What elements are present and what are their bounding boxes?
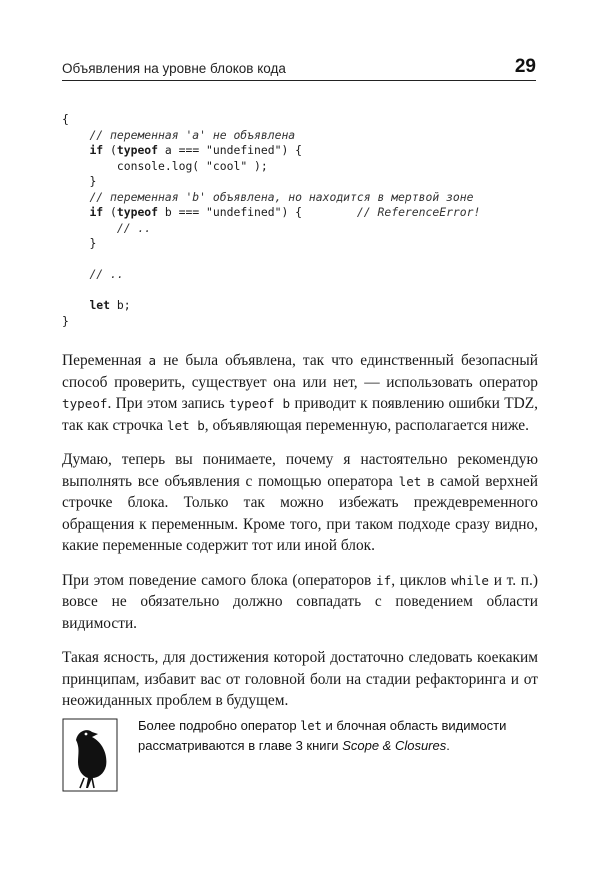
code-text: a === "undefined") { — [158, 143, 303, 157]
crow-icon — [62, 718, 118, 792]
inline-code: if — [376, 572, 392, 588]
text-run: в самой верхней строчке блока. Только так можно избежать преждевременного обращения к переменным. Кроме того, при таком подходе сразу видно, какие переменные содержит тот или иной блок. — [62, 472, 538, 554]
text-run: приводит к появлению ошибки TDZ, так как строчка — [62, 395, 538, 434]
code-text: ( — [103, 143, 117, 157]
code-keyword: typeof — [116, 205, 159, 219]
text-run: , циклов — [391, 571, 452, 589]
code-line-7 — [62, 205, 542, 221]
code-line-11 — [62, 298, 542, 314]
running-header — [62, 54, 536, 81]
code-keyword: let — [89, 298, 111, 312]
code-line-9 — [62, 236, 542, 252]
text-run: , объявляющая переменную, располагается ниже. — [204, 416, 529, 434]
text-run: Более подробно оператор — [138, 718, 301, 733]
code-listing — [62, 112, 542, 329]
code-keyword: if — [89, 205, 104, 219]
text-run: При этом поведение самого блока (операторов — [62, 571, 377, 589]
text-run: Переменная — [62, 352, 149, 369]
code-text: b; — [110, 298, 131, 312]
inline-code: a — [148, 353, 157, 368]
text-run: . При этом запись — [107, 395, 229, 412]
code-comment: // переменная 'a' не объявлена — [89, 127, 296, 142]
text-run: не была объявлена, так что единственный безопасный способ проверить, существует она или нет, — использовать оператор — [62, 352, 538, 391]
code-text: } — [89, 236, 97, 250]
paragraph-2 — [62, 449, 538, 557]
text-run: Думаю, теперь вы понимаете, почему я настоятельно рекомендую выполнять все объявления с помощью оператора — [62, 451, 538, 490]
code-comment: // ReferenceError! — [356, 205, 481, 219]
code-text: console.log( "cool" ); — [116, 158, 268, 173]
page-number: 29 — [514, 56, 536, 77]
code-line-10 — [62, 267, 542, 283]
code-line-4 — [62, 159, 542, 175]
code-keyword: if — [89, 143, 104, 157]
body-text — [62, 350, 538, 725]
paragraph-1 — [62, 350, 538, 436]
code-text: b === "undefined") { — [158, 205, 303, 219]
code-line-5 — [62, 174, 542, 190]
chapter-section-title: Объявления на уровне блоков кода — [62, 61, 286, 76]
code-line-8 — [62, 221, 542, 237]
paragraph-3 — [62, 570, 538, 635]
inline-code: let — [300, 719, 322, 733]
inline-code: while — [451, 572, 489, 588]
code-line-1: { — [62, 112, 69, 126]
inline-code: typeof b — [229, 396, 291, 411]
inline-code: let b — [166, 417, 205, 433]
inline-code: let — [398, 473, 422, 489]
code-comment: // переменная 'b' объявлена, но находится в мертвой зоне — [89, 189, 474, 204]
text-run: и блочная область видимости рассматриваются в главе 3 книги — [138, 718, 507, 753]
code-keyword: typeof — [116, 143, 159, 157]
text-run: . — [446, 738, 450, 753]
code-line-2 — [62, 128, 542, 144]
code-line-blank — [62, 252, 542, 268]
tip-note — [62, 716, 538, 796]
code-text: ( — [103, 205, 117, 219]
book-title: Scope & Closures — [342, 738, 447, 753]
code-comment: // .. — [116, 220, 152, 235]
code-text: } — [89, 174, 97, 188]
text-run: и т. п.) вовсе не обязательно должно совпадать с поведением области видимости. — [62, 571, 538, 632]
code-line-blank — [62, 283, 542, 299]
code-line-12: } — [62, 313, 69, 328]
code-comment: // .. — [89, 267, 124, 281]
code-line-3 — [62, 143, 542, 159]
paragraph-4: Такая ясность, для достижения которой достаточно следовать коекаким принципам, избавит вас от головной боли на стадии рефакторинга и от неожиданных проблем в будущем. — [62, 649, 538, 709]
code-line-6 — [62, 190, 542, 206]
inline-code: typeof — [62, 396, 108, 411]
tip-note-text — [138, 716, 538, 756]
